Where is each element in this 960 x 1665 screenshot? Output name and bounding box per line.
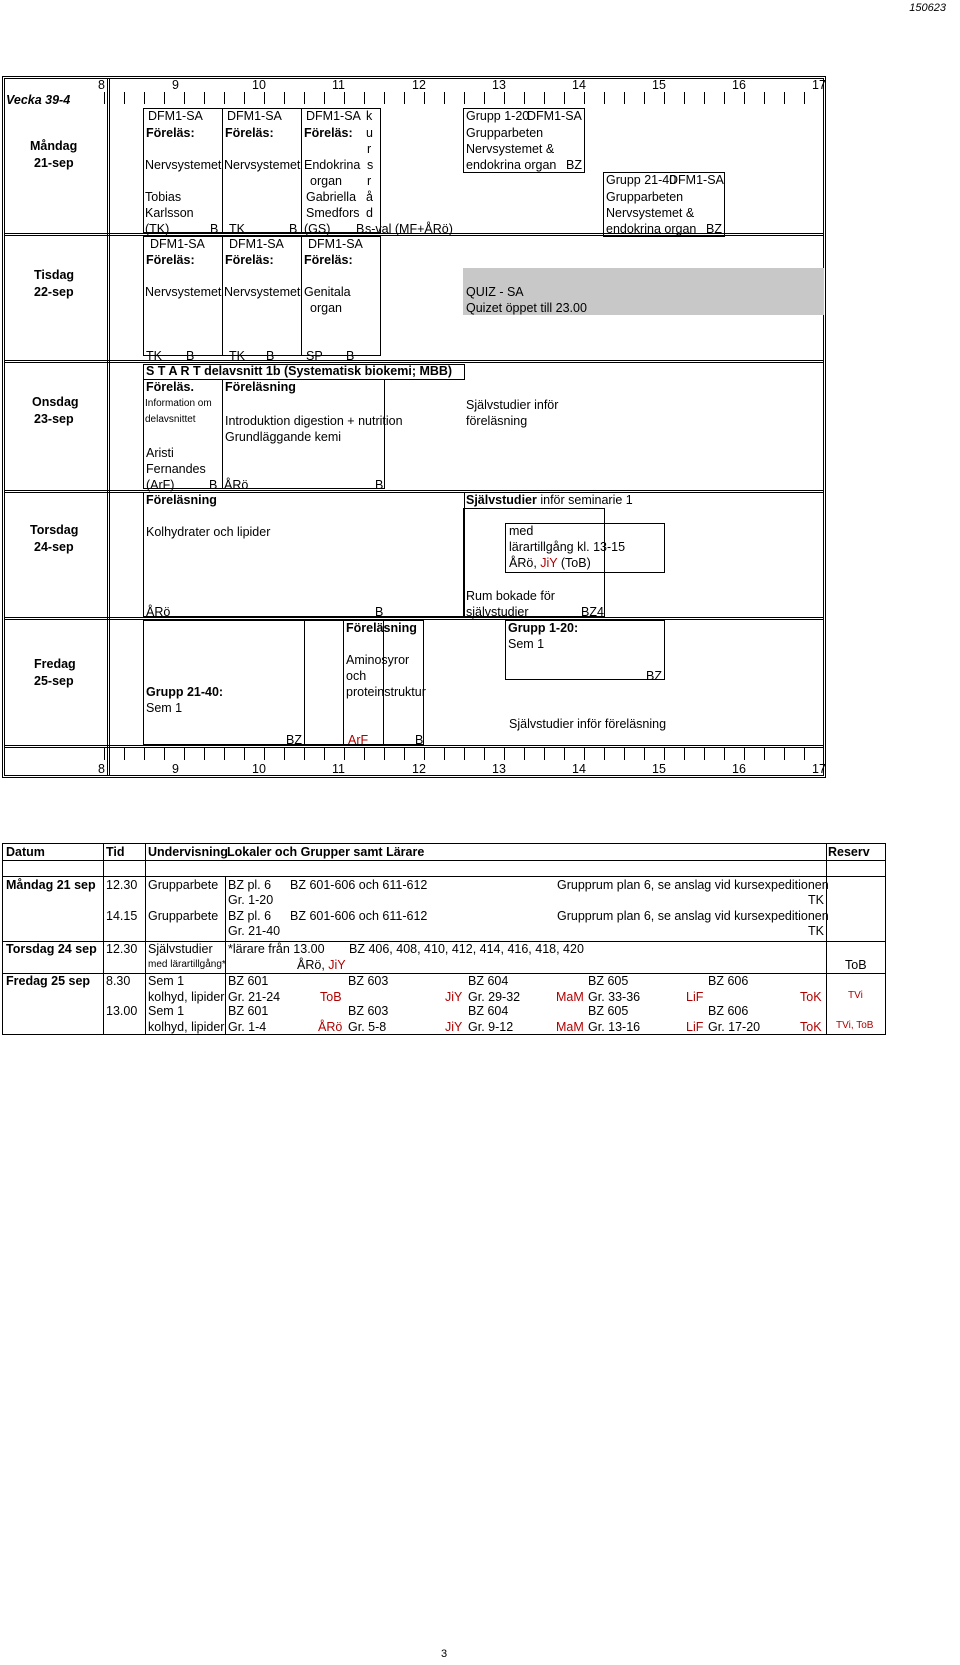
teacher-abbr: (GS) [304,222,331,236]
room: B [375,478,384,492]
course-code: DFM1-SA [306,109,361,123]
hour-tick [444,92,445,104]
day-date: 23-sep [34,412,74,426]
table-rule [826,843,827,1035]
group-title: Grupp 21-40: [146,685,224,699]
lecture-type: Föreläs: [304,253,353,267]
lecture-type: Föreläs: [146,253,195,267]
hour-label: 12 [412,762,426,776]
row-groups: Gr. 5-8 [348,1020,387,1034]
row-groups: Gr. 21-24 [228,990,281,1004]
lecture-topic: organ [310,174,342,188]
teacher-abbr: (ArF) [146,478,175,492]
row-room: BZ pl. 6 [228,878,272,892]
hour-label: 14 [572,762,586,776]
hour-label: 16 [732,78,746,92]
teacher-abbr: (TK) [145,222,170,236]
hour-tick [524,92,525,104]
hour-tick [664,92,665,104]
hour-tick [484,748,485,760]
hour-tick [284,92,285,104]
day-name: Onsdag [32,395,79,409]
hour-tick [664,748,665,760]
hour-tick [604,748,605,760]
row-date: Måndag 21 sep [6,878,96,892]
room: BZ4 [581,605,604,619]
kursval-letter: å [366,190,373,204]
kursval-letter: k [366,109,373,123]
room: B [375,605,384,619]
row-teacher: LiF [686,1020,704,1034]
course-code: DFM1-SA [150,237,205,251]
self-study: Självstudier inför föreläsning [509,717,667,731]
self-study: föreläsning [466,414,528,428]
lecture-topic: Genitala [304,285,351,299]
row-room: BZ 604 [468,1004,509,1018]
hour-tick [124,748,125,760]
hour-tick [244,748,245,760]
kursval-letter: s [367,158,374,172]
hour-label: 17 [812,762,826,776]
course-code: DFM1-SA [227,109,282,123]
row-activity: Grupparbete [148,909,219,923]
hour-label: 15 [652,762,666,776]
row-room: BZ 605 [588,1004,629,1018]
info-note: delavsnittet [145,414,196,425]
info-note: Information om [145,398,212,409]
teacher-name: Tobias [145,190,182,204]
row-teacher: TK [808,893,824,907]
hour-label: 9 [172,762,179,776]
row-room: BZ 606 [708,974,749,988]
table-rule [2,973,886,974]
hour-label: 16 [732,762,746,776]
lecture-type: Föreläs. [146,380,194,394]
day-name: Fredag [34,657,76,671]
row-room: BZ pl. 6 [228,909,272,923]
hour-tick [764,92,765,104]
hour-label: 11 [332,762,345,776]
course-code: DFM1-SA [669,173,724,187]
row-room: BZ 603 [348,1004,389,1018]
room: B [346,349,355,363]
lecture-type: Föreläsning [146,493,217,507]
lecture-topic: Nervsystemet [145,158,222,172]
lecture-topic: Nervsystemet [224,158,301,172]
kursval-letter: r [367,174,372,188]
lecture-topic: Introduktion digestion + nutrition [225,414,403,428]
lecture-topic: Endokrina [304,158,361,172]
seminar-label: Sem 1 [508,637,545,651]
day-date: 24-sep [34,540,74,554]
hour-label: 10 [252,762,266,776]
hour-label: 10 [252,78,266,92]
hour-tick [164,748,165,760]
hour-tick [324,748,325,760]
hour-tick [344,92,345,104]
hour-tick [384,748,385,760]
hour-tick [424,748,425,760]
row-groups: Gr. 1-4 [228,1020,267,1034]
lecture-topic: Kolhydrater och lipider [146,525,271,539]
lecture-topic: Aminosyror [346,653,410,667]
hour-tick [364,748,365,760]
hour-tick [104,748,105,760]
hour-tick [504,92,505,104]
lecture-type: Föreläsning [225,380,296,394]
quiz-note: Quizet öppet till 23.00 [466,301,587,315]
group-line: Nervsystemet & [606,206,695,220]
hour-tick [164,92,165,104]
row-teacher: MaM [556,990,584,1004]
self-study-title: Självstudier [466,493,537,507]
room: BZ [286,733,302,747]
row-date: Fredag 25 sep [6,974,91,988]
col-header: Undervisning [148,845,228,859]
row-groups: Gr. 33-36 [588,990,641,1004]
hour-tick [344,748,345,760]
lecture-type: Föreläs: [146,126,195,140]
hour-label: 17 [812,78,826,92]
hour-tick [424,92,425,104]
row-reserv: TVi [848,990,863,1001]
friday-block-1 [143,620,305,745]
col-header: Reserv [828,845,870,859]
course-code: DFM1-SA [527,109,582,123]
row-time: 14.15 [106,909,138,923]
hour-tick [304,748,305,760]
teacher-abbr: TK [229,222,245,236]
hour-tick [384,92,385,104]
hour-tick [744,748,745,760]
hour-tick [624,92,625,104]
room: BZ [646,669,662,683]
lecture-topic: proteinstruktur [346,685,426,699]
group-title: Grupp 1-20: [508,621,579,635]
room: B [209,478,218,492]
room: B [186,349,195,363]
teacher-abbr: TK [146,349,162,363]
day-date: 22-sep [34,285,74,299]
hour-tick [804,748,805,760]
hour-tick [244,92,245,104]
seminar-label: Sem 1 [146,701,183,715]
self-study: Självstudier inför [466,398,559,412]
hour-tick [104,92,105,104]
teacher-abbr: ÅRö [146,605,171,619]
row-room: BZ 603 [348,974,389,988]
row-room: BZ 601 [228,974,269,988]
kursval-letter: d [366,206,373,220]
row-date: Torsdag 24 sep [6,942,97,956]
teacher-name: Karlsson [145,206,194,220]
row-groups: Gr. 9-12 [468,1020,514,1034]
teacher-name: Gabriella [306,190,357,204]
availability-text: med [509,524,534,538]
row-teacher: ToB [320,990,342,1004]
hour-tick [184,748,185,760]
thursday-lecture [143,492,465,617]
hour-tick [184,92,185,104]
availability-who: ÅRö, [509,556,541,570]
row-groups: Gr. 17-20 [708,1020,761,1034]
hour-tick [144,92,145,104]
hour-tick [284,748,285,760]
col-header: Tid [106,845,125,859]
course-code: DFM1-SA [229,237,284,251]
self-study-rest: inför seminarie 1 [536,493,633,507]
teacher-abbr: SP [306,349,323,363]
day-separator [4,745,824,748]
row-groups: Gr. 1-20 [228,893,274,907]
hour-label: 13 [492,78,506,92]
hour-tick [644,92,645,104]
hour-tick [324,92,325,104]
lecture-topic: organ [310,301,342,315]
hour-tick [264,748,265,760]
row-activity: Sem 1 [148,974,185,988]
day-name: Torsdag [30,523,79,537]
hour-tick [704,748,705,760]
row-teacher: ÅRö, [297,958,329,972]
room: B [356,222,365,236]
row-teacher-red: JiY [328,958,346,972]
hour-tick [584,92,585,104]
hour-tick [684,748,685,760]
col-header: Datum [6,845,45,859]
room: BZ [566,158,582,172]
row-reserv: ToB [845,958,867,972]
group-title: Grupp 21-40 [606,173,677,187]
hour-tick [784,92,785,104]
hour-tick [404,92,405,104]
group-line: endokrina organ [606,222,697,236]
row-groups: Gr. 13-16 [588,1020,641,1034]
day-name: Tisdag [34,268,75,282]
hour-label: 9 [172,78,179,92]
hour-tick [584,748,585,760]
row-time: 12.30 [106,878,138,892]
lecture-type: Föreläs: [225,253,274,267]
row-teacher: MaM [556,1020,584,1034]
row-teacher: LiF [686,990,704,1004]
row-room: BZ 601 [228,1004,269,1018]
row-rooms: BZ 601-606 och 611-612 [290,878,428,892]
teacher-name: Fernandes [146,462,206,476]
row-room: BZ 606 [708,1004,749,1018]
lecture-type: Föreläs: [225,126,274,140]
row-sub: med lärartillgång* [148,959,226,970]
room: B [266,349,275,363]
page-number: 3 [441,1648,448,1660]
kursval-letter: r [367,142,372,156]
kursval-letter: u [366,126,373,140]
hour-tick [704,92,705,104]
group-title: Grupp 1-20 [466,109,530,123]
hour-tick [124,92,125,104]
hour-tick [364,92,365,104]
hour-tick [644,748,645,760]
row-time: 12.30 [106,942,138,956]
teacher-name: Aristi [146,446,174,460]
teacher-abbr: TK [229,349,245,363]
row-teacher: ToK [800,990,822,1004]
hour-tick [464,748,465,760]
room: B [210,222,219,236]
hour-tick [724,92,725,104]
group-line: Nervsystemet & [466,142,555,156]
row-activity: Sem 1 [148,1004,185,1018]
room-note: Rum bokade för [466,589,555,603]
hour-tick [444,748,445,760]
hour-tick [684,92,685,104]
hour-tick [804,92,805,104]
hour-tick [504,748,505,760]
hour-tick [464,92,465,104]
row-note: *lärare från 13.00 [228,942,325,956]
row-room: BZ 604 [468,974,509,988]
day-separator [4,360,824,363]
table-rule [103,843,104,1035]
row-activity: Självstudier [148,942,213,956]
table-rule [145,843,146,1035]
hour-label: 8 [98,762,105,776]
availability-who-red: JiY [540,556,558,570]
row-room: BZ 605 [588,974,629,988]
row-rooms: BZ 601-606 och 611-612 [290,909,428,923]
row-groups: Gr. 21-40 [228,924,281,938]
hour-tick [784,748,785,760]
hour-tick [724,748,725,760]
hour-tick [304,92,305,104]
row-teacher: JiY [445,1020,463,1034]
table-rule [2,876,886,877]
hour-tick [484,92,485,104]
page-id: 150623 [909,2,946,14]
hour-label: 12 [412,78,426,92]
room: BZ [706,222,722,236]
hour-label: 15 [652,78,666,92]
hour-label: 8 [98,78,105,92]
teacher-abbr: ÅRö [224,478,249,492]
hour-label: 14 [572,78,586,92]
row-sub: kolhyd, lipider [148,1020,225,1034]
row-activity: Grupparbete [148,878,219,892]
hour-tick [764,748,765,760]
course-code: DFM1-SA [308,237,363,251]
hour-tick [224,748,225,760]
quiz-title: QUIZ - SA [466,285,524,299]
lecture-topic: och [346,669,367,683]
group-line: Grupparbeten [606,190,684,204]
hour-tick [144,748,145,760]
teacher-name: Smedfors [306,206,360,220]
course-code: DFM1-SA [148,109,203,123]
row-teacher: JiY [445,990,463,1004]
hour-tick [744,92,745,104]
row-note: Grupprum plan 6, se anslag vid kursexpeditionen [557,909,829,923]
row-teacher: TK [808,924,824,938]
hour-tick [564,92,565,104]
row-teacher: ÅRö [318,1020,343,1034]
row-rooms: BZ 406, 408, 410, 412, 414, 416, 418, 420 [349,942,584,956]
day-column-divider [107,78,110,776]
lecture-topic: Nervsystemet [224,285,301,299]
hour-tick [204,748,205,760]
row-teacher: ToK [800,1020,822,1034]
room: B [289,222,298,236]
group-line: Grupparbeten [466,126,544,140]
row-note: Grupprum plan 6, se anslag vid kursexpeditionen [557,878,829,892]
room: B [415,733,424,747]
hour-tick [524,748,525,760]
table-rule [225,876,226,1035]
lecture-topic: Grundläggande kemi [225,430,342,444]
availability-text: lärartillgång kl. 13-15 [509,540,626,554]
hour-tick [544,748,545,760]
teacher-abbr: ArF [348,733,369,747]
day-date: 25-sep [34,674,74,688]
hour-tick [404,748,405,760]
lecture-type: Föreläsning [346,621,417,635]
group-line: endokrina organ [466,158,557,172]
hour-tick [204,92,205,104]
availability-who: (ToB) [557,556,591,570]
col-header: Lokaler och Grupper samt Lärare [227,845,425,859]
row-reserv: TVi, ToB [836,1020,874,1031]
hour-tick [604,92,605,104]
hour-tick [544,92,545,104]
hour-label: 13 [492,762,506,776]
row-groups: Gr. 29-32 [468,990,521,1004]
hour-tick [224,92,225,104]
hour-tick [624,748,625,760]
week-label: Vecka 39-4 [6,93,71,107]
row-time: 13.00 [106,1004,138,1018]
lecture-type: Föreläs: [304,126,353,140]
lecture-topic: Nervsystemet [145,285,222,299]
row-time: 8.30 [106,974,131,988]
row-sub: kolhyd, lipider [148,990,225,1004]
table-rule [2,860,886,861]
hour-tick [564,748,565,760]
day-name: Måndag [30,139,78,153]
hour-tick [264,92,265,104]
kursval-note: s-val (MF+ÅRö) [365,222,453,236]
start-banner-text: S T A R T delavsnitt 1b (Systematisk biokemi; MBB) [146,364,453,378]
day-date: 21-sep [34,156,74,170]
room-note: självstudier [466,605,529,619]
hour-label: 11 [332,78,345,92]
